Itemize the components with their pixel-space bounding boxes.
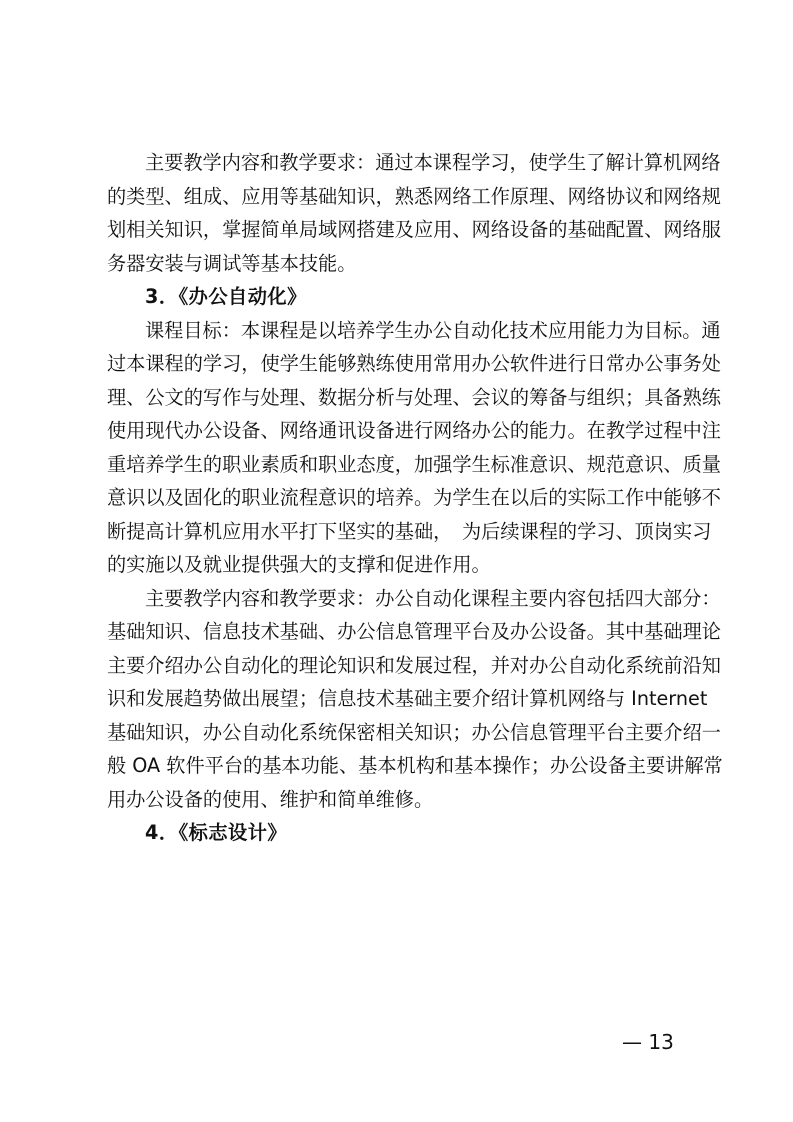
text-line: 划相关知识，掌握简单局域网搭建及应用、网络设备的基础配置、网络服 (107, 218, 721, 241)
text-line: 主要教学内容和教学要求：通过本课程学习，使学生了解计算机网络 (145, 151, 721, 174)
text-line: 重培养学生的职业素质和职业态度，加强学生标准意识、规范意识、质量 (107, 452, 721, 476)
text-line: 般 OA 软件平台的基本功能、基本机构和基本操作；办公设备主要讲解常 (107, 754, 723, 777)
text-line: 主要教学内容和教学要求：办公自动化课程主要内容包括四大部分： (145, 586, 721, 610)
paragraph-network-course-content (107, 146, 721, 280)
text-line: 务器安装与调试等基本技能。 (107, 251, 357, 275)
text-line: 的类型、组成、应用等基础知识，熟悉网络工作原理、网络协议和网络规 (107, 184, 721, 208)
document-body (107, 146, 723, 850)
paragraph-office-automation-content (107, 582, 723, 817)
text-line: 断提高计算机应用水平打下坚实的基础， 为后续课程的学习、顶岗实习 (107, 519, 712, 543)
paragraph-office-automation-goal (107, 314, 721, 582)
text-line: 理、公文的写作与处理、数据分析与处理、会议的筹备与组织；具备熟练 (107, 385, 721, 409)
text-line: 基础知识，办公自动化系统保密相关知识；办公信息管理平台主要介绍一 (107, 720, 721, 744)
text-line: 用办公设备的使用、维护和简单维修。 (107, 787, 434, 811)
page-number: — 13 (622, 1030, 674, 1054)
text-line: 过本课程的学习，使学生能够熟练使用常用办公软件进行日常办公事务处 (107, 352, 721, 375)
text-line: 主要介绍办公自动化的理论知识和发展过程，并对办公自动化系统前沿知 (107, 653, 721, 677)
text-line: 识和发展趋势做出展望；信息技术基础主要介绍计算机网络与 Internet (107, 687, 708, 710)
text-line: 基础知识、信息技术基础、办公信息管理平台及办公设备。其中基础理论 (107, 620, 721, 643)
text-line: 使用现代办公设备、网络通讯设备进行网络办公的能力。在教学过程中注 (107, 419, 721, 442)
section-heading-office-automation: 3．《办公自动化》 (145, 285, 307, 308)
section-heading-logo-design: 4．《标志设计》 (145, 821, 288, 844)
text-line: 意识以及固化的职业流程意识的培养。为学生在以后的实际工作中能够不 (107, 486, 721, 509)
text-line: 的实施以及就业提供强大的支撑和促进作用。 (107, 553, 491, 576)
text-line: 课程目标：本课程是以培养学生办公自动化技术应用能力为目标。通 (145, 318, 721, 342)
